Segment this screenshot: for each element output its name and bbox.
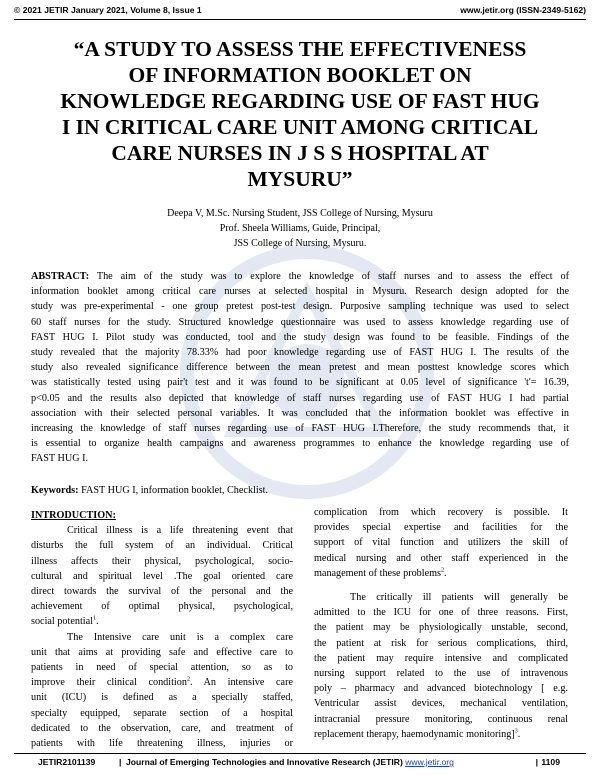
title-line: KNOWLEDGE REGARDING USE OF FAST HUG	[60, 89, 540, 113]
body-line: admitted to the ICU for one of three reasons. First,	[314, 607, 568, 619]
paper-title	[20, 36, 580, 192]
footer-page-number: 1109	[541, 757, 560, 767]
body-line: intracranial pressure monitoring, continuous renal	[314, 713, 568, 725]
abstract-line: p<0.05 and the results also depicted that knowledge of staff nurses regarding use of FAST HUG I had partial	[31, 392, 569, 404]
abstract-line: association with their selected personal variables. It was concluded that the information booklet was effective in	[31, 407, 569, 419]
header-divider	[14, 19, 586, 20]
body-line: nursing support related to the use of intravenous	[314, 668, 568, 680]
author-line: Prof. Sheela Williams, Guide, Principal,	[219, 223, 381, 234]
footer-journal-link[interactable]: www.jetir.org	[405, 757, 454, 767]
body-line: specialty equipped, separate section of a hospital	[31, 707, 293, 719]
body-line: The Intensive care unit is a complex care	[67, 631, 293, 643]
abstract-line: increasing the knowledge of staff nurses regarding use of FAST HUG I.Therefore, the study recommends that, it	[31, 423, 569, 435]
abstract-line: study was pre-experimental - one group pretest post-test design. Purposive sampling technique was used to select	[31, 301, 569, 313]
body-line: patients with life threatening illness, injuries or	[31, 738, 293, 750]
body-line: social potential$^1$.	[31, 616, 99, 628]
abstract-line: study revealed that the majority 78.33% had poor knowledge regarding use of FAST HUG I. The results of the	[31, 347, 569, 359]
abstract-line: 60 staff nurses for the study. Structured knowledge questionnaire was used to assess knowledge regarding use of	[31, 316, 569, 328]
body-line: The critically ill patients will generally be	[350, 592, 568, 604]
header-citation: © 2021 JETIR January 2021, Volume 8, Issue 1	[14, 5, 202, 15]
body-line: direct towards the survival of the personal and the	[31, 586, 293, 598]
abstract-line: FAST HUG I. Pilot study was conducted, tool and the study design was found to be feasible. Findings of the	[31, 331, 569, 343]
body-line: illness affects their physical, psychological, socio-	[31, 555, 293, 567]
abstract-line: was statistically tested using pair't test and it was found to be significant at 0.05 level of significance 't'= 16.39,	[31, 377, 569, 389]
body-line: the patient may be physiologically unstable, second,	[314, 622, 568, 634]
body-line: Critical illness is a life threatening event that	[67, 525, 293, 537]
keywords-label: Keywords:	[31, 485, 79, 496]
citation-ref[interactable]: 3	[514, 728, 518, 735]
body-line: management of these problems$^2$.	[314, 567, 447, 579]
footer-separator: |	[119, 757, 122, 767]
body-line: cultural and spiritual level .The goal oriented care	[31, 570, 293, 582]
header-journal-link[interactable]: www.jetir.org (ISSN-2349-5162)	[460, 5, 586, 15]
body-line: unit that aims at providing safe and effective care to	[31, 646, 293, 658]
citation-ref[interactable]: 1	[92, 616, 96, 623]
body-line: provides special expertise and facilities for the	[314, 522, 568, 534]
body-line: replacement therapy, haemodynamic monitoring]$^3$.	[314, 728, 521, 740]
body-line: patients in need of special attention, so as to	[31, 662, 293, 674]
abstract-label: ABSTRACT:	[31, 271, 90, 282]
author-line: Deepa V, M.Sc. Nursing Student, JSS College of Nursing, Mysuru	[167, 208, 433, 219]
title-line: I IN CRITICAL CARE UNIT AMONG CRITICAL	[61, 115, 539, 139]
title-line: OF INFORMATION BOOKLET ON	[128, 63, 472, 87]
footer-separator: |	[535, 757, 538, 767]
footer-journal: Journal of Emerging Technologies and Innovative Research (JETIR) www.jetir.org	[126, 757, 454, 767]
abstract-line: study also revealed significance difference between the mean pretest and mean posttest knowledge scores which	[31, 362, 569, 374]
body-line: achievement of optimal physical, psychological,	[31, 601, 293, 613]
author-line: JSS College of Nursing, Mysuru.	[233, 238, 367, 249]
footer-divider	[14, 753, 586, 754]
body-line: support of vital function and utilizers the skill of	[314, 537, 568, 549]
body-line: the patient may require intensive and complicated	[314, 652, 568, 664]
citation-ref[interactable]: 2	[441, 567, 445, 574]
body-line: dedicated to the observation, care, and treatment of	[31, 722, 293, 734]
title-line: CARE NURSES IN J S S HOSPITAL AT	[111, 141, 489, 165]
body-line: unit (ICU) is defined as a specially staffed,	[31, 692, 293, 704]
citation-ref[interactable]: 2	[186, 676, 190, 683]
left-column	[31, 508, 293, 751]
body-line: improve their clinical condition$^2$. An intensive care	[31, 676, 293, 689]
title-line: “A STUDY TO ASSESS THE EFFECTIVENESS	[73, 37, 527, 61]
author-block	[0, 206, 600, 251]
footer-paper-id: JETIR2101139	[38, 757, 96, 767]
title-line: MYSURU”	[247, 167, 353, 191]
section-heading-introduction: INTRODUCTION:	[31, 510, 116, 521]
body-line: disturbs the full system of an individual. Critical	[31, 540, 293, 552]
right-column	[314, 505, 568, 742]
body-line: complication from which recovery is possible. It	[314, 507, 568, 518]
body-line: Ventricular assist devices, mechanical ventilation,	[314, 698, 568, 710]
abstract	[31, 269, 569, 467]
body-line: medical nursing and other staff experienced in the	[314, 552, 568, 564]
keywords-text: FAST HUG I, information booklet, Checklist.	[78, 485, 269, 496]
keywords	[31, 485, 268, 496]
abstract-line: ABSTRACT: The aim of the study was to explore the knowledge of staff nurses and to assess the effect of	[31, 271, 569, 282]
body-line: the patient at risk for serious complications, third,	[314, 637, 568, 649]
abstract-line: is essential to organize health campaigns and awareness programmes to enhance the knowledge regarding use of	[31, 438, 569, 450]
body-line: poly – pharmacy and advanced biotechnology [ e.g.	[314, 683, 568, 695]
abstract-line: information booklet among critical care nurses at selected hospital in Mysuru. Research design adopted for the	[31, 286, 569, 298]
abstract-line: FAST HUG I.	[31, 453, 89, 465]
